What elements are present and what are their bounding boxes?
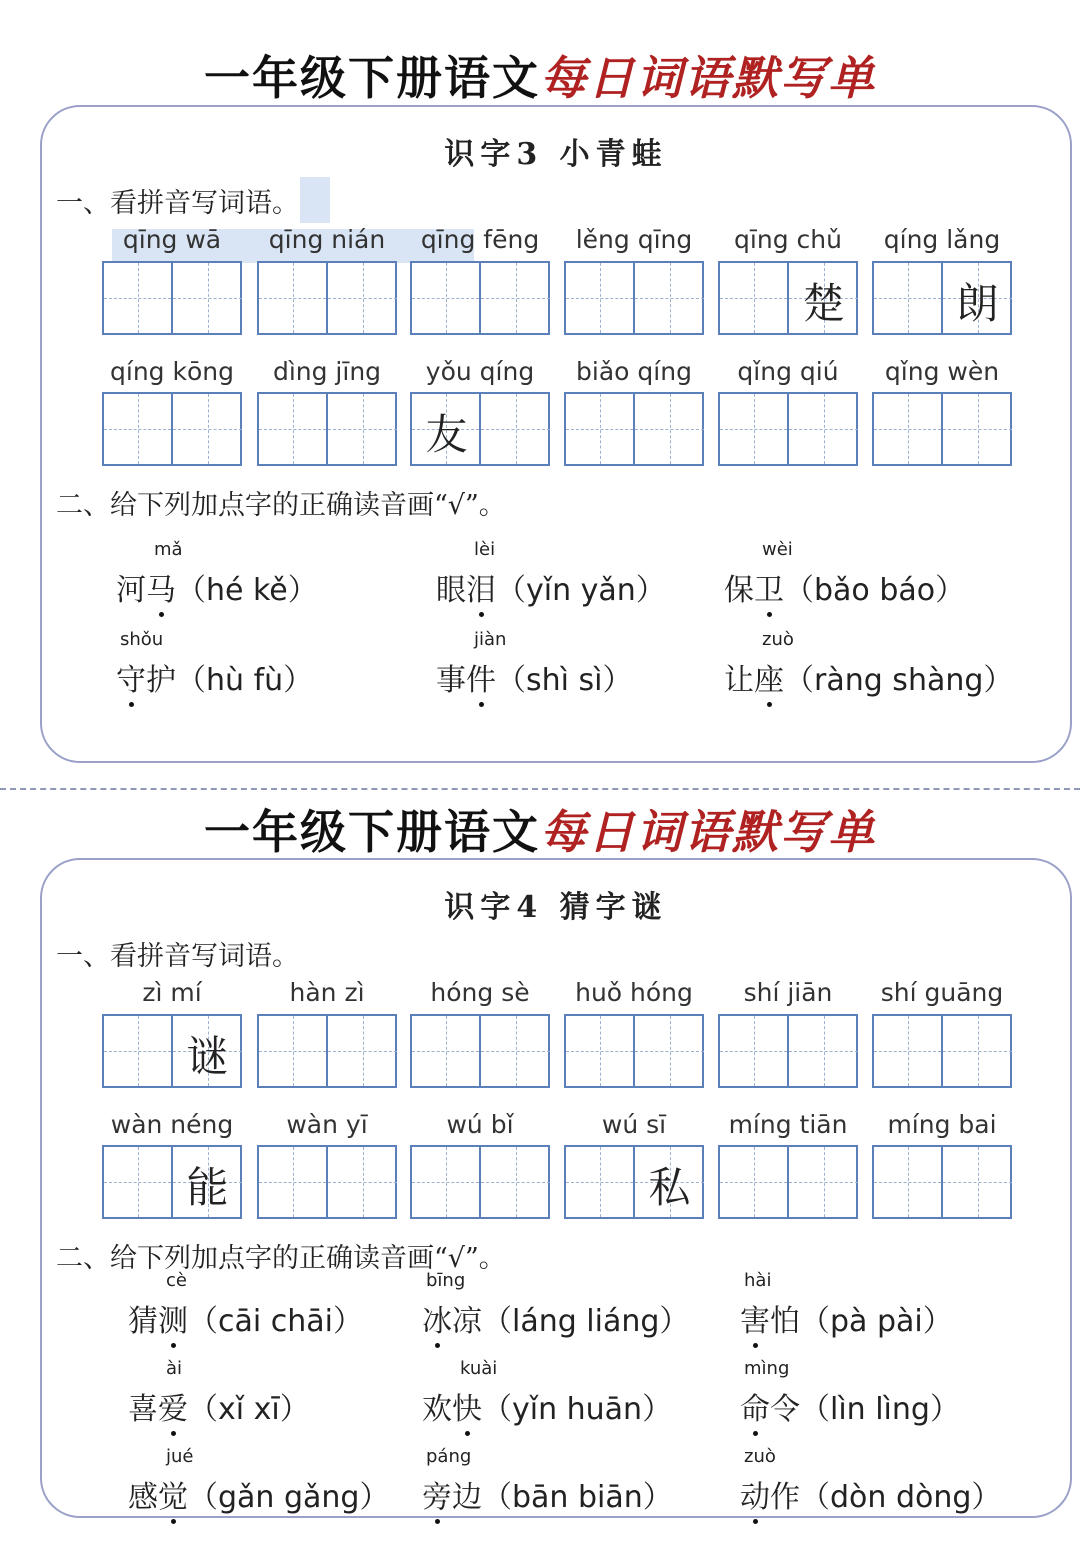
writing-cell[interactable] [566,263,635,333]
writing-cell[interactable] [328,1016,397,1086]
pinyin-hint: jiàn [474,629,507,650]
writing-cell[interactable] [789,1147,858,1217]
writing-cell[interactable] [720,263,789,333]
writing-box[interactable] [102,392,242,466]
pronunciation-options[interactable]: （yǐn huān） [482,1392,673,1427]
pronunciation-options[interactable]: （lìn lìng） [800,1392,960,1427]
writing-cell[interactable] [566,1016,635,1086]
word-char: 猜 [128,1304,158,1339]
word [740,1296,953,1340]
word-char: 让 [724,663,754,698]
pronunciation-options[interactable]: （shì sì） [496,663,633,698]
word [436,565,666,609]
word-char: 旁 [422,1472,452,1516]
writing-box[interactable] [872,1145,1012,1219]
pronunciation-options[interactable]: （yǐn yǎn） [496,573,666,608]
word-char: 怕 [770,1304,800,1339]
word [116,565,318,609]
writing-cell[interactable] [481,394,550,464]
pinyin-label: lěng qīng [575,225,693,254]
writing-cell[interactable] [328,263,397,333]
writing-cell[interactable] [481,1147,550,1217]
word [422,1472,673,1516]
writing-cell[interactable] [412,1147,481,1217]
word-char: 感 [128,1480,158,1515]
prefilled-character: 能 [186,1163,229,1212]
writing-cell[interactable] [481,263,550,333]
word [422,1384,672,1428]
writing-cell[interactable] [635,1016,704,1086]
word [436,655,632,699]
writing-cell[interactable] [720,1016,789,1086]
word-char: 动 [740,1472,770,1516]
pinyin-hint: ài [166,1358,183,1379]
sheet1-title [0,42,1080,108]
pinyin-label: wàn néng [110,1110,234,1139]
writing-box[interactable] [257,392,397,466]
word [740,1472,1001,1516]
writing-cell[interactable] [259,263,328,333]
writing-cell[interactable] [943,1016,1012,1086]
writing-cell[interactable] [104,1147,173,1217]
word [422,1296,689,1340]
writing-box[interactable] [410,261,550,335]
word-char: 测 [158,1296,188,1340]
pinyin-hint: wèi [762,539,793,560]
lesson-title: 识字3 小青蛙 [444,137,668,172]
section1-heading: 一、看拼音写词语。 [56,188,299,219]
section1-heading: 一、看拼音写词语。 [56,941,299,972]
word-char: 觉 [158,1472,188,1516]
pinyin-label: qīng wā [122,225,222,254]
writing-cell[interactable] [328,1147,397,1217]
pinyin-label: shí guāng [880,978,1004,1007]
writing-cell[interactable] [789,1016,858,1086]
title-red: 每日词语默写单 [540,51,876,105]
word-char: 守 [116,655,146,699]
word-char: 爱 [158,1384,188,1428]
word-char: 护 [146,663,176,698]
writing-cell[interactable] [566,394,635,464]
word-char: 快 [452,1384,482,1428]
writing-box[interactable] [718,261,858,335]
writing-box[interactable] [718,1145,858,1219]
pinyin-label: qíng kōng [110,357,234,386]
prefilled-character: 私 [648,1163,691,1212]
writing-box[interactable] [102,1014,242,1088]
pinyin-hint: jué [166,1446,194,1467]
writing-cell[interactable] [481,1016,550,1086]
pronunciation-options[interactable]: （bān biān） [482,1480,673,1515]
writing-box[interactable] [872,392,1012,466]
writing-cell[interactable] [328,394,397,464]
writing-box[interactable] [564,261,704,335]
writing-cell[interactable] [874,394,943,464]
pinyin-label: yǒu qíng [425,357,535,386]
sheet2-card [40,858,1072,1518]
title-black: 一年级下册语文 [204,51,540,105]
word-char: 凉 [452,1304,482,1339]
pronunciation-options[interactable]: （xǐ xī） [188,1392,310,1427]
section2-heading: 二、给下列加点字的正确读音画“√”。 [56,1243,506,1274]
pronunciation-options[interactable]: （gǎn gǎng） [188,1480,390,1515]
word-char: 冰 [422,1296,452,1340]
writing-cell[interactable] [259,394,328,464]
pinyin-label: qǐng qiú [737,357,839,386]
writing-box[interactable] [257,261,397,335]
writing-box[interactable] [410,392,550,466]
word-char: 眼 [436,573,466,608]
writing-cell[interactable] [874,1016,943,1086]
writing-box[interactable] [257,1014,397,1088]
writing-cell[interactable] [173,394,242,464]
prefilled-character: 朗 [956,279,999,328]
writing-box[interactable] [257,1145,397,1219]
pronunciation-options[interactable]: （pà pài） [800,1304,953,1339]
writing-cell[interactable] [789,394,858,464]
pinyin-label: wú sī [601,1110,667,1139]
sheet1-card [40,105,1072,763]
word-char: 欢 [422,1392,452,1427]
word-char: 卫 [754,565,784,609]
pinyin-label: wú bǐ [446,1110,514,1139]
writing-cell[interactable] [259,1016,328,1086]
writing-cell[interactable] [173,263,242,333]
writing-cell[interactable] [566,1147,635,1217]
pinyin-hint: mìng [744,1358,790,1379]
pinyin-label: biǎo qíng [576,357,692,386]
pinyin-label: huǒ hóng [575,978,693,1007]
word [128,1472,389,1516]
word-char: 害 [740,1296,770,1340]
text-selection [300,177,330,223]
pinyin-label: wàn yī [286,1110,368,1139]
word-char: 件 [466,655,496,699]
pinyin-label: qīng fēng [420,225,540,254]
writing-box[interactable] [410,1145,550,1219]
writing-cell[interactable] [635,394,704,464]
section2-heading: 二、给下列加点字的正确读音画“√”。 [56,490,506,521]
pronunciation-options[interactable]: （cāi chāi） [188,1304,363,1339]
writing-box[interactable] [872,261,1012,335]
pinyin-label: qǐng wèn [884,357,1000,386]
lesson-title: 识字4 猜字谜 [444,890,668,925]
writing-cell[interactable] [104,1016,173,1086]
prefilled-character: 谜 [186,1032,229,1081]
pinyin-hint: kuài [460,1358,498,1379]
sheet2-title [0,796,1080,862]
pinyin-hint: zuò [762,629,794,650]
title-black: 一年级下册语文 [204,805,540,859]
word [128,1384,310,1428]
word-char: 泪 [466,565,496,609]
writing-box[interactable] [718,392,858,466]
word [740,1384,960,1428]
word-char: 事 [436,663,466,698]
pinyin-label: qīng nián [268,225,386,254]
pinyin-hint: bīng [426,1270,466,1291]
writing-cell[interactable] [104,394,173,464]
word-char: 马 [146,565,176,609]
writing-cell[interactable] [259,1147,328,1217]
word [116,655,313,699]
writing-cell[interactable] [412,263,481,333]
pinyin-label: hàn zì [289,978,365,1007]
pinyin-label: míng tiān [728,1110,848,1139]
writing-cell[interactable] [104,263,173,333]
word-char: 保 [724,573,754,608]
prefilled-character: 楚 [802,279,845,328]
pinyin-hint: hài [744,1270,772,1291]
writing-box[interactable] [564,1145,704,1219]
pinyin-hint: zuò [744,1446,776,1467]
writing-box[interactable] [872,1014,1012,1088]
pinyin-hint: cè [166,1270,187,1291]
writing-cell[interactable] [412,1016,481,1086]
pinyin-hint: mǎ [154,539,183,560]
writing-cell[interactable] [635,263,704,333]
word-char: 座 [754,655,784,699]
pinyin-hint: páng [426,1446,472,1467]
writing-cell[interactable] [943,1147,1012,1217]
prefilled-character: 友 [425,410,468,459]
word [724,565,965,609]
pinyin-label: zì mí [142,978,202,1007]
pinyin-label: míng bai [887,1110,997,1139]
pinyin-label: dìng jīng [272,357,382,386]
writing-cell[interactable] [720,394,789,464]
pronunciation-options[interactable]: （bǎo báo） [784,573,966,608]
word-char: 喜 [128,1392,158,1427]
pronunciation-options[interactable]: （láng liáng） [482,1304,690,1339]
pinyin-label: qíng lǎng [883,225,1001,254]
writing-box[interactable] [410,1014,550,1088]
pinyin-hint: shǒu [120,629,164,650]
writing-cell[interactable] [720,1147,789,1217]
title-red: 每日词语默写单 [540,805,876,859]
writing-cell[interactable] [943,394,1012,464]
writing-cell[interactable] [874,263,943,333]
word [724,655,1013,699]
pinyin-label: hóng sè [430,978,530,1007]
writing-box[interactable] [102,1145,242,1219]
word-char: 作 [770,1480,800,1515]
writing-cell[interactable] [874,1147,943,1217]
pronunciation-options[interactable]: （hù fù） [176,663,314,698]
word [128,1296,363,1340]
word-char: 河 [116,573,146,608]
writing-box[interactable] [564,1014,704,1088]
word-char: 命 [740,1384,770,1428]
pronunciation-options[interactable]: （ràng shàng） [784,663,1014,698]
word-char: 令 [770,1392,800,1427]
cut-line [0,788,1080,790]
pinyin-label: shí jiān [743,978,833,1007]
pronunciation-options[interactable]: （dòn dòng） [800,1480,1002,1515]
writing-box[interactable] [564,392,704,466]
pinyin-hint: lèi [474,539,496,560]
pinyin-label: qīng chǔ [734,225,842,254]
writing-box[interactable] [718,1014,858,1088]
word-char: 边 [452,1480,482,1515]
writing-box[interactable] [102,261,242,335]
pronunciation-options[interactable]: （hé kě） [176,573,318,608]
